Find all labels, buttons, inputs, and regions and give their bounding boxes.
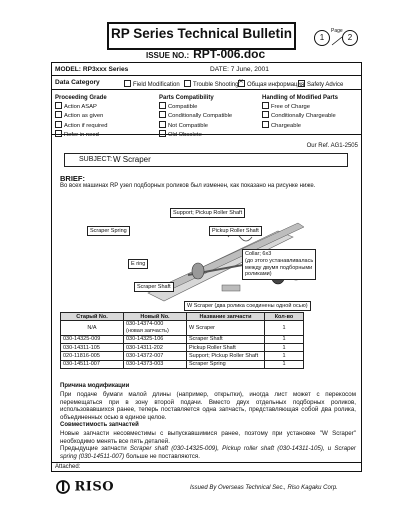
issue-value: RPT-006.doc	[193, 47, 266, 61]
logo-text: RISO	[74, 479, 115, 495]
grade-item[interactable]: Action as given	[55, 111, 108, 120]
category-option-field-mod[interactable]: Field Modification	[124, 80, 180, 88]
callout-scraper-spring: Scraper Spring	[87, 226, 130, 236]
col-old-no: Старый No.	[61, 313, 124, 321]
logo-mark-icon	[56, 479, 70, 495]
page-current: 1	[314, 30, 330, 46]
model-text: MODEL: RP3xxx Series	[55, 66, 129, 73]
issue-number	[146, 47, 265, 61]
compat-item[interactable]: Conditionally Compatible	[159, 111, 232, 120]
category-row	[52, 76, 361, 90]
parts-table	[60, 312, 304, 369]
subject-box	[64, 153, 348, 167]
subject-value: W Scraper	[113, 155, 151, 164]
table-row: 030-14511-007 030-14373-003 Scraper Spring 1	[61, 360, 304, 368]
handling-item[interactable]: Free of Charge	[262, 102, 338, 111]
model-row	[52, 63, 361, 76]
brief-text: Во всех машинах RP узел подборных роликов был изменен, как показано на рисунке ниже.	[60, 183, 316, 189]
bulletin-body	[51, 62, 362, 472]
callout-pickup-shaft: Pickup Roller Shaft	[209, 226, 262, 236]
brief-title: BRIEF:	[60, 174, 85, 183]
compat-text-1: Новые запчасти несовместимы с выпускавшимися ранее, поэтому при установке "W Scraper" необходимо менять все пять деталей.	[60, 430, 356, 445]
reason-text: При подаче бумаги малой длины (например, открытки), иногда лист может с перекосом перемещаться при в зону второй подачи. Вместо двух отдельных подборных роликов, использовавшихся ранее, теперь поставляется одна запчасть, представляющая собой два ролика, объединенных осью в единое целое.	[60, 391, 356, 421]
handling-item[interactable]: Chargeable	[262, 121, 338, 130]
checked-checkbox-icon	[238, 80, 245, 87]
attached-label: Attached:	[55, 464, 81, 470]
category-option-safety[interactable]: Safety Advice	[298, 80, 343, 88]
page-indicator	[314, 28, 358, 46]
date-text: DATE: 7 June, 2001	[210, 66, 269, 73]
handling-modified-parts: Handling of Modified Parts Free of Charge Conditionally Chargeable Chargeable	[262, 95, 338, 129]
grade-item[interactable]: Refer in need	[55, 130, 108, 139]
col-qty: Кол-во	[265, 313, 304, 321]
category-option-trouble[interactable]: Trouble Shooting	[184, 80, 238, 88]
callout-e-ring: E ring	[128, 259, 148, 269]
grades-row	[52, 90, 361, 138]
col-part-name: Название запчасти	[187, 313, 265, 321]
issued-by: Issued By Overseas Technical Sec., Riso Kagaku Corp.	[190, 485, 338, 491]
issue-label: ISSUE NO.:	[146, 51, 190, 60]
compat-text-2: Предыдущие запчасти Scraper shaft (030-14325-009), Pickup roller shaft (030-14311-105), и Scraper spring (030-14511-007) больше не поставляются.	[60, 445, 356, 460]
callout-support-shaft: Support; Pickup Roller Shaft	[170, 208, 245, 218]
compat-item[interactable]: Not Compatible	[159, 121, 232, 130]
grade-item[interactable]: Action ASAP	[55, 102, 108, 111]
reason-title: Причина модификации	[60, 383, 130, 389]
category-label: Data Category	[55, 79, 100, 86]
callout-scraper-shaft: Scraper Shaft	[134, 282, 174, 292]
table-row: 030-14325-009 030-14325-106 Scraper Shaft 1	[61, 335, 304, 343]
table-header-row	[61, 313, 304, 321]
our-ref: Our Ref. AG1-2505	[306, 143, 358, 149]
checkbox-icon	[124, 80, 131, 87]
table-row: N/A 030-14374-000 (новая запчасть) W Scraper 1	[61, 321, 304, 335]
grade-item[interactable]: Action if required	[55, 121, 108, 130]
checkbox-icon	[298, 80, 305, 87]
checkbox-icon	[184, 80, 191, 87]
col-new-no: Новый No.	[124, 313, 187, 321]
callout-collar: Collar; 6x3 (до этого устанавливалась между двумя подборными роликами)	[242, 249, 316, 280]
handling-item[interactable]: Conditionally Chargeable	[262, 111, 338, 120]
page-total: 2	[342, 30, 358, 46]
parts-compatibility: Parts Compatibility Compatible Conditionally Compatible Not Compatible Old Obsolete	[159, 95, 233, 138]
table-row: 030-14311-105 030-14311-202 Pickup Roller Shaft 1	[61, 343, 304, 351]
proceeding-grade: Proceeding Grade Action ASAP Action as given Action if required Refer in need	[55, 95, 108, 138]
riso-logo	[56, 478, 114, 496]
compat-item[interactable]: Old Obsolete	[159, 130, 232, 139]
attached-divider	[52, 462, 361, 463]
bulletin-title: RP Series Technical Bulletin	[107, 22, 296, 50]
table-row: 020-11816-005 030-14372-007 Support; Pickup Roller Shaft 1	[61, 352, 304, 360]
page-label: Page	[331, 28, 343, 34]
compat-item[interactable]: Compatible	[159, 102, 232, 111]
subject-label: SUBJECT:	[79, 156, 113, 163]
callout-w-scraper: W Scraper (два ролика соединены одной осью)	[184, 301, 311, 311]
category-option-general[interactable]: ✕ Общая информация	[238, 80, 304, 88]
compat-title: Совместимость запчастей	[60, 422, 139, 428]
